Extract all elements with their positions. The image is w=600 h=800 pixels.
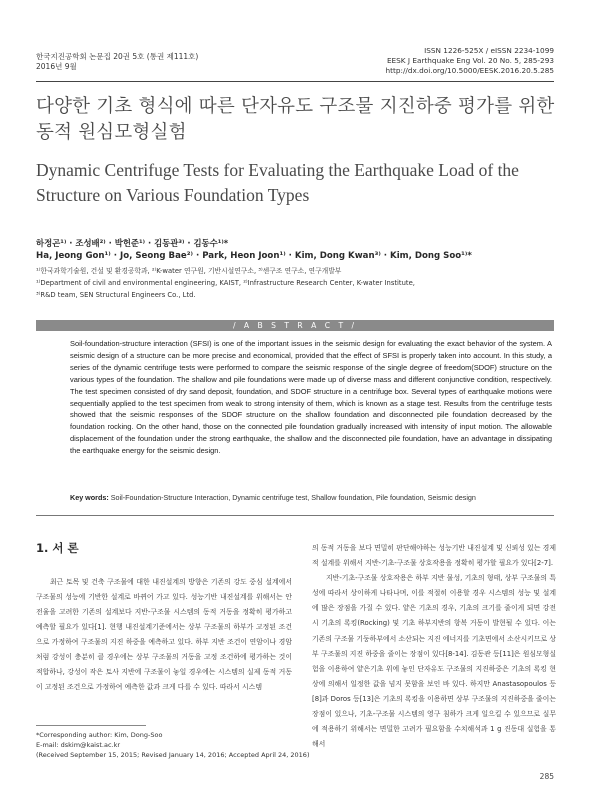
footnote bbox=[36, 730, 309, 760]
abstract-text: Soil-foundation-structure interaction (SFSI) is one of the important issues in the seismic design for evaluating the exact behavior of the system. A seismic design of a structure can be more precise and economical, provided that the effect of SFSI is properly taken into account. In this study, a series of the dynamic centrifuge tests were performed to compare the seismic response of the single degree of freedom(SDOF) structure on the various types of the foundation. The shallow and pile foundations were made up of diverse mass and different conjunctive condition, respectively. The test specimen consisted of dry sand deposit, foundation, and SDOF structure in a centrifuge box. Several types of earthquake motions were sequentially applied to the test specimen from weak to strong intensity of them, which is known as a stage test. Results from the centrifuge tests showed that the seismic responses of the SDOF structure on the shallow foundation and disconnected pile foundation decreased by the foundation rocking. On the other hand, those on the connected pile foundation gradually increased with intensity of input motion. The allowable displacement of the foundation under the strong earthquake, the shallow and the disconnected pile foundation, have an advantage in dissipating the earthquake energy for the seismic design. bbox=[70, 339, 552, 456]
journal-name-ko: 한국지진공학회 논문집 20권 5호 (통권 제111호) bbox=[36, 52, 199, 61]
author-email: E-mail: dskim@kaist.ac.kr bbox=[36, 741, 121, 749]
right-paragraph-2: 지반-기초-구조물 상호작용은 하부 지반 물성, 기초의 형태, 상부 구조물의 특성에 따라서 상이하게 나타나며, 이를 적절히 이용할 경우 시스템의 성능 및 설계에 많은 장점을 가질 수 있다. 얕은 기초의 경우, 기초의 크기를 줄이게 되면 강전 시 기초의 록킹(Rocking) 및 기초 하부지반의 항복 거동이 발현될 수 있다. 이는 기존의 구조물 기둥하부에서 소산되는 지진 에너지를 기초면에서 소산시키므로 상부 구조물의 지진 하중을 줄이는 장점이 있다[8-14]. 김동관 등[11]은 원심모형실험을 이용하여 얕은기초 위에 놓인 단자유도 구조물의 지진하중은 기초의 록킹 현상에 의해서 일정한 값을 넘지 못함을 보인 바 있다. 하지만 Anastasopoulos 등[8]과 Doros 등[13]은 기초의 록킹을 이용하면 상부 구조물의 지진하중을 줄이는 장점이 있으나, 기초-구조물 시스템의 영구 침하가 크게 일으킬 수 있으므로 실무에 적용하기 위해서는 면밀한 고려가 필요함을 수치해석과 1 g 진동대 실험을 통해서 bbox=[312, 574, 556, 749]
doi-link[interactable]: http://dx.doi.org/10.5000/EESK.2016.20.5.285 bbox=[385, 66, 554, 75]
section-heading-introduction: 1. 서 론 bbox=[36, 541, 79, 555]
page-number: 285 bbox=[539, 772, 554, 781]
paper-title-english: Dynamic Centrifuge Tests for Evaluating the Earthquake Load of the Structure on Various Foundation Types bbox=[36, 160, 519, 205]
issue-date: 2016년 9월 bbox=[36, 62, 77, 71]
body-left-column: 최근 토목 및 건축 구조물에 대한 내진설계의 방향은 기존의 강도 중심 설계에서 구조물의 성능에 기반한 설계로 바뀌어 가고 있다. 성능기반 내진설계를 위해서는 안전율을 고려한 기존의 설계보다 지반-구조물 시스템의 동적 거동을 정확히 평가하고 예측할 필요가 있다[1]. 현행 내진설계기준에서는 상부 구조물의 하부가 고정된 조건으로 가정하여 구조물의 지진 하중을 예측하고 있다. 하부 지반 조건이 연암이나 경암처럼 강성이 충분히 클 경우에는 상부 구조물의 거동을 고정 조건하에 평가하는 것이 적합하나, 강성이 작은 토사 지반에 구조물이 놓일 경우에는 시스템의 실제 동적 거동이 고정된 조건으로 가정하여 예측한 값과 크게 다를 수 있다. 따라서 시스템 bbox=[36, 578, 292, 691]
abstract-heading: / A B S T R A C T / bbox=[232, 321, 358, 330]
paper-title-korean: 다양한 기초 형식에 따른 단자유도 구조물 지진하중 평가를 위한 동적 원심모형실험 bbox=[36, 96, 555, 143]
journal-header-left bbox=[36, 52, 198, 72]
journal-name-en: EESK J Earthquake Eng Vol. 20 No. 5, 285-293 bbox=[386, 56, 554, 65]
keywords-label: Key words: bbox=[70, 493, 109, 502]
affiliations-english-line1: ¹⁾Department of civil and environmental engineering, KAIST, ²⁾Infrastructure Research Center, K-water Institute, bbox=[36, 279, 415, 287]
issn: ISSN 1226-525X / eISSN 2234-1099 bbox=[424, 46, 554, 55]
keywords-divider bbox=[36, 515, 554, 516]
journal-header-right bbox=[386, 46, 554, 76]
affiliations-english-line2: ³⁾R&D team, SEN Structural Engineers Co., Ltd. bbox=[36, 291, 196, 299]
keywords bbox=[70, 493, 552, 502]
body-right-column bbox=[312, 541, 556, 752]
footnote-divider bbox=[36, 725, 146, 726]
authors-korean: 하정곤¹⁾ · 조성배²⁾ · 박헌준¹⁾ · 김동관³⁾ · 김동수¹⁾* bbox=[36, 238, 229, 248]
keywords-list: Soil-Foundation-Structure Interaction, Dynamic centrifuge test, Shallow foundation, Pile foundation, Seismic design bbox=[110, 493, 476, 502]
affiliations-korean: ¹⁾한국과학기술원, 건설 및 환경공학과, ²⁾K-water 연구원, 기반시설연구소, ³⁾센구조 연구소, 연구개발부 bbox=[36, 267, 342, 275]
right-paragraph-1: 의 동적 거동을 보다 면밀히 판단해야하는 성능기반 내진설계 및 신뢰성 있는 경제적 설계를 위해서 지반-기초-구조물 상호작용을 정확히 평가할 필요가 있다[2-7]. bbox=[312, 544, 556, 568]
authors-english: Ha, Jeong Gon¹⁾ · Jo, Seong Bae²⁾ · Park, Heon Joon¹⁾ · Kim, Dong Kwan³⁾ · Kim, Dong Soo¹⁾* bbox=[36, 251, 472, 261]
received-dates: (Received September 15, 2015; Revised January 14, 2016; Accepted April 24, 2016) bbox=[36, 751, 310, 759]
corresponding-author: *Corresponding author: Kim, Dong-Soo bbox=[36, 731, 163, 739]
header-divider bbox=[36, 81, 554, 82]
abstract-heading-band bbox=[36, 320, 554, 331]
